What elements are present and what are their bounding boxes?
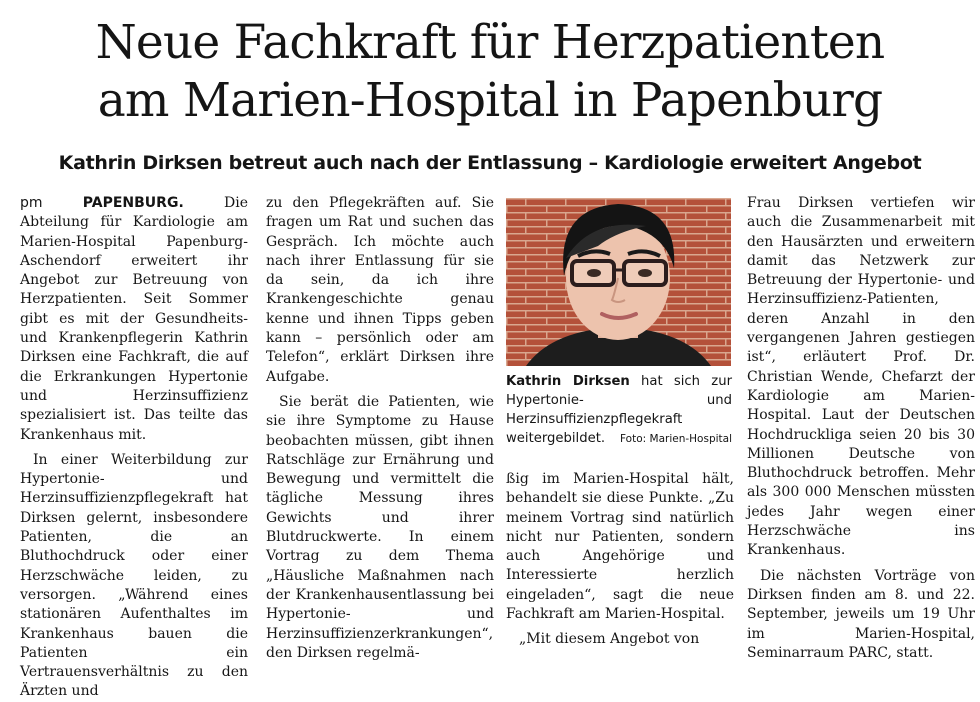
article-paragraph-4: „Mit diesem Angebot von bbox=[519, 631, 700, 648]
article-paragraph-3: Sie berät die Patienten, wie sie ihre Symptome zu Hause beobachten müssen, gibt ihnen Ratschläge zur Ernährung und Bewegung und vermittelt die tägliche Messung ihres Gewichts und ihrer Blutdruckwerte. In einem Vortrag zu dem Thema „Häusliche Maßnahmen nach der Krankenhausentlassung bei Hypertonie- und Herzinsuffizienzerkrankungen“, den Dirksen regelmä- bbox=[266, 393, 494, 661]
portrait-image bbox=[506, 198, 731, 366]
article-column-4 bbox=[747, 194, 975, 663]
article-paragraph-5: Die nächsten Vorträge von Dirksen finden am 8. und 22. September, jeweils um 19 Uhr im Marien-Hospital, Seminarraum PARC, statt. bbox=[747, 567, 975, 661]
headline-line-2: am Marien-Hospital in Papenburg bbox=[97, 73, 883, 128]
paragraph-1-text: Die Abteilung für Kardiologie am Marien-Hospital Papenburg-Aschendorf erweitert ihr Angebot zur Betreuung von Herzpatienten. Seit Sommer gibt es mit der Gesundheits- und Krankenpflegerin Kathrin Dirksen eine Fachkraft, die auf die Erkrankungen Hypertonie und Herzinsuffizienz spezialisiert ist. Das teilte das Krankenhaus mit. bbox=[20, 195, 249, 443]
article-paragraph-4-continued: Frau Dirksen vertiefen wir auch die Zusammenarbeit mit den Hausärzten und erweitern damit das Netzwerk zur Betreuung der Hypertonie- und Herzinsuffizienz-Patienten, deren Anzahl in den vergangenen Jahren gestiegen ist“, erläutert Prof. Dr. Christian Wende, Chefarzt der Kardiologie am Marien-Hospital. Laut der Deutschen Hochdruckliga seien 20 bis 30 Millionen Deutsche von Bluthochdruck betroffen. Mehr als 300 000 Menschen müssten jedes Jahr wegen einer Herzschwäche ins Krankenhaus. bbox=[747, 195, 975, 559]
caption-name: Kathrin Dirksen bbox=[506, 374, 630, 389]
article-paragraph-1 bbox=[20, 194, 248, 445]
article-column-1 bbox=[20, 194, 248, 702]
article-paragraph-2: In einer Weiterbildung zur Hypertonie- und Herzinsuffizienzpflegekraft hat Dirksen gelernt, insbesondere Patienten, die an Bluthochdruck oder einer Herzschwäche leiden, zu versorgen. „Während eines stationären Aufenthaltes im Krankenhaus bauen die Patienten ein Vertrauensverhältnis zu den Ärzten und bbox=[20, 451, 248, 700]
article-column-2 bbox=[266, 194, 494, 663]
headline-line-1: Neue Fachkraft für Herzpatienten bbox=[95, 15, 885, 70]
article-paragraph-2-continued: zu den Pflegekräften auf. Sie fragen um Rat und suchen das Gespräch. Ich möchte auch nach ihrer Entlassung für sie da sein, da ich ihre Krankengeschichte genau kenne und ihnen Tipps geben kann – persönlich oder am Telefon“, erklärt Dirksen ihre Aufgabe. bbox=[266, 195, 494, 385]
caption-text: hat sich zur Hypertonie- und Herzinsuffizienzpflegekraft weitergebildet. bbox=[506, 374, 732, 446]
photo-caption bbox=[506, 372, 732, 449]
author-initials: pm bbox=[20, 195, 43, 211]
dateline: PAPENBURG. bbox=[82, 195, 184, 211]
headline bbox=[0, 14, 980, 130]
photo-credit: Foto: Marien-Hospital bbox=[620, 433, 732, 445]
article-paragraph-3-continued: ßig im Marien-Hospital hält, behandelt sie diese Punkte. „Zu meinem Vortrag sind natürlich nicht nur Patienten, sondern auch Angehörige und Interessierte herzlich eingeladen“, sagt die neue Fachkraft am Marien-Hospital. bbox=[506, 471, 734, 623]
article-column-3 bbox=[506, 470, 734, 650]
portrait-photo bbox=[506, 198, 731, 366]
subheadline: Kathrin Dirksen betreut auch nach der Entlassung – Kardiologie erweitert Angebot bbox=[58, 152, 922, 174]
